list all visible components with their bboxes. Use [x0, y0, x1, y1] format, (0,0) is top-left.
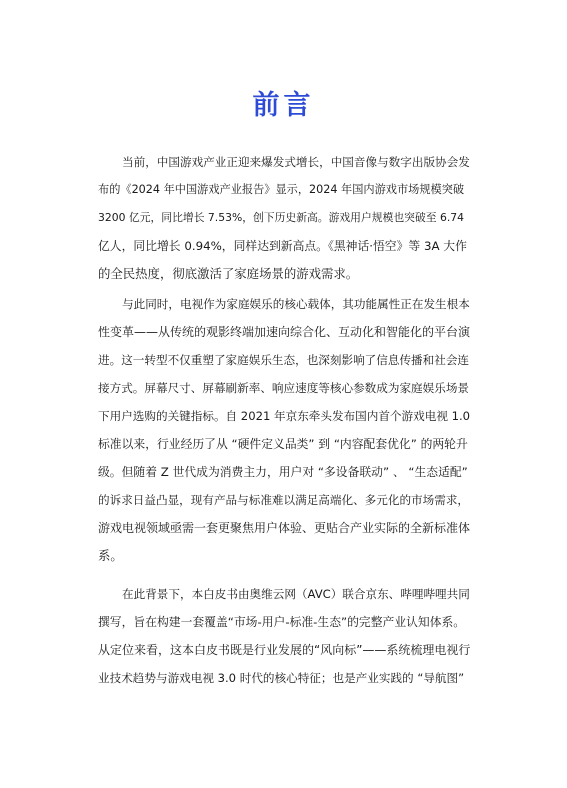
paragraph-2-line-3: 进。这一转型不仅重塑了家庭娱乐生态，也深刻影响了信息传播和社会连: [98, 353, 470, 367]
paragraph-3-line-4: 业技术趋势与游戏电视 3.0 时代的核心特征；也是产业实践的 “导航图”: [98, 671, 465, 685]
paragraph-2-line-4: 接方式。屏幕尺寸、屏幕刷新率、响应速度等核心参数成为家庭娱乐场景: [98, 381, 470, 395]
paragraph-1-line-4: 亿人，同比增长 0.94%，同样达到新高点。《黑神话·悟空》等 3A 大作: [98, 239, 467, 253]
paragraph-1-line-2: 布的《2024 年中国游戏产业报告》显示，2024 年国内游戏市场规模突破: [98, 183, 465, 196]
paragraph-3-line-1: 在此背景下，本白皮书由奥维云网（AVC）联合京东、哔哩哔哩共同: [122, 587, 470, 601]
paragraph-1-line-3: 3200 亿元，同比增长 7.53%，创下历史新高。游戏用户规模也突破至 6.74: [98, 211, 465, 224]
paragraph-2-line-9: 游戏电视领域亟需一套更聚焦用户体验、更贴合产业实际的全新标准体: [98, 521, 470, 535]
paragraph-2-line-5: 下用户选购的关键指标。自 2021 年京东牵头发布国内首个游戏电视 1.0: [98, 409, 470, 423]
paragraph-1-line-5: 的全民热度，彻底激活了家庭场景的游戏需求。: [98, 266, 359, 281]
page-title: 前言: [252, 90, 315, 121]
paragraph-2-line-2: 性变革——从传统的观影终端加速向综合化、互动化和智能化的平台演: [98, 325, 470, 339]
paragraph-2-line-7: 级。但随着 Z 世代成为消费主力，用户对 “多设备联动” 、 “生态适配”: [98, 465, 468, 479]
paragraph-3-line-3: 从定位来看，这本白皮书既是行业发展的“风向标”——系统梳理电视行: [98, 643, 470, 657]
paragraph-2-line-8: 的诉求日益凸显，现有产品与标准难以满足高端化、多元化的市场需求，: [98, 493, 470, 507]
paragraph-2-line-10: 系。: [98, 548, 123, 563]
paragraph-1-line-1: 当前，中国游戏产业正迎来爆发式增长，中国音像与数字出版协会发: [122, 155, 470, 169]
paragraph-2-line-1: 与此同时，电视作为家庭娱乐的核心载体，其功能属性正在发生根本: [122, 297, 470, 311]
paragraph-2-line-6: 标准以来，行业经历了从 “硬件定义品类” 到 “内容配套优化” 的两轮升: [98, 437, 468, 451]
paragraph-3-line-2: 撰写，旨在构建一套覆盖“市场-用户-标准-生态”的完整产业认知体系。: [98, 615, 466, 629]
